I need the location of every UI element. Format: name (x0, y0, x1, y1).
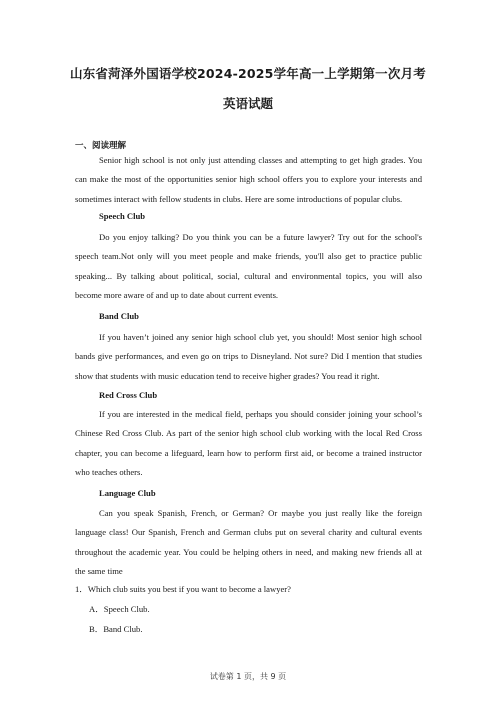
club-heading: Red Cross Club (99, 390, 158, 400)
intro-paragraph: Senior high school is not only just attending classes and attempting to get high grades. You can make the most of the opportunities senior high school offers you to explore your interests and sometimes interact with fellow students in clubs. Here are some introductions of popular clubs. (75, 155, 422, 204)
club-paragraph: Can you speak Spanish, French, or German? Or maybe you just really like the foreign language class! Our Spanish, French and German clubs put on several charity and cultural events throughout the academic year. You could be helping others in need, and making new friends all at the same time (75, 508, 422, 577)
page-title: 山东省菏泽外国语学校2024-2025学年高一上学期第一次月考 (70, 66, 426, 81)
option-a: A．Speech Club. (89, 604, 150, 614)
section-heading: 一、阅读理解 (75, 141, 127, 151)
question-text: 1．Which club suits you best if you want to become a lawyer? (75, 584, 291, 594)
club-heading: Speech Club (99, 211, 146, 221)
club-heading: Language Club (99, 488, 156, 498)
club-paragraph: Do you enjoy talking? Do you think you can be a future lawyer? Try out for the school's speech team.Not only will you meet people and make friends, you'll also get to practice public speaking... By talking about political, social, cultural and environmental topics, you will also become more aware of and up to date about current events. (75, 232, 422, 301)
club-paragraph: If you are interested in the medical field, perhaps you should consider joining your school’s Chinese Red Cross Club. As part of the senior high school club working with the local Red Cross chapter, you can become a lifeguard, learn how to perform first aid, or become a trained instructor who teaches others. (75, 409, 422, 478)
page-footer: 试卷第 1 页，共 9 页 (209, 672, 287, 681)
page-subtitle: 英语试题 (222, 96, 273, 111)
option-b: B．Band Club. (89, 624, 143, 634)
club-heading: Band Club (99, 311, 139, 321)
club-paragraph: If you haven’t joined any senior high school club yet, you should! Most senior high school bands give performances, and even go on trips to Disneyland. Not sure? Did I mention that studies show that students with music education tend to receive higher grades? You read it right. (75, 332, 422, 381)
